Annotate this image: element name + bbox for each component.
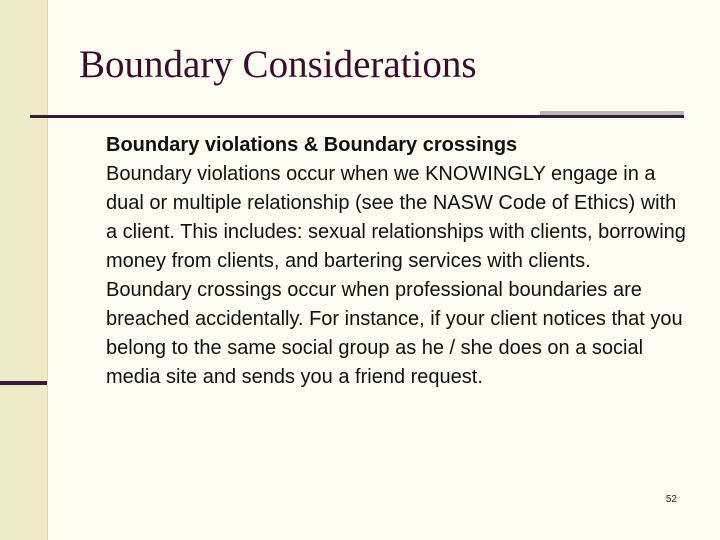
body-paragraph-crossings: Boundary crossings occur when professional boundaries are breached accidentally. For instance, if your client notices that you belong to the same social group as he / she does on a social media site and sends you a friend request. [106,279,683,388]
title-divider [30,115,684,118]
left-decorative-band [0,0,48,540]
slide-title: Boundary Considerations [79,43,477,86]
slide-body [106,131,686,392]
page-number: 52 [665,494,677,505]
body-heading: Boundary violations & Boundary crossings [106,134,518,156]
left-accent-bar [0,381,47,385]
body-paragraph-violations: Boundary violations occur when we KNOWINGLY engage in a dual or multiple relationship (see the NASW Code of Ethics) with a client. This includes: sexual relationships with clients, borrowing money from clients, and bartering services with clients. [106,163,686,272]
